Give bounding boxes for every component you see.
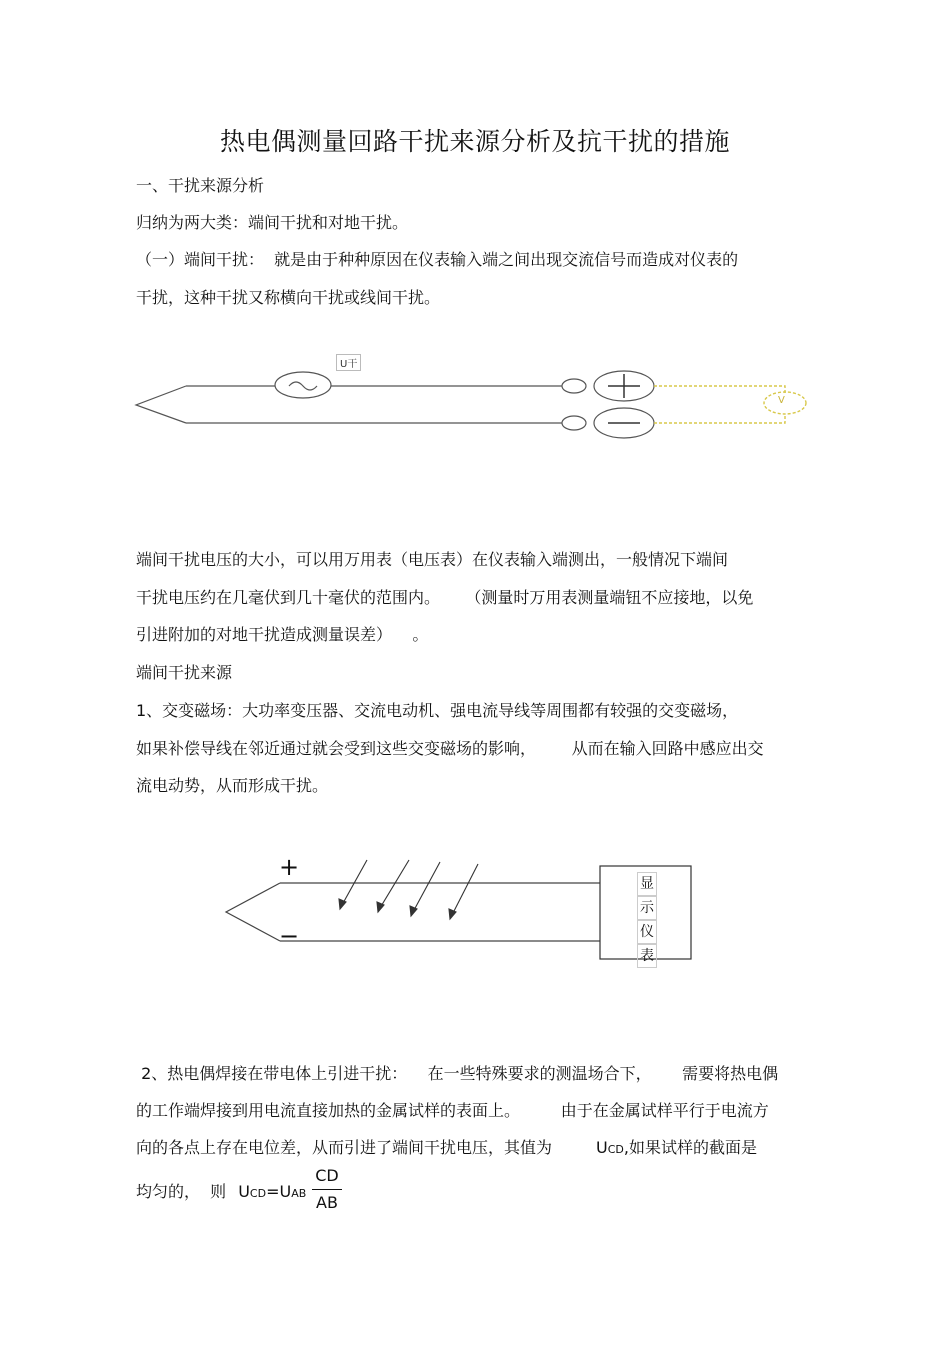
formula-prefix: 均匀的， 则 bbox=[136, 1182, 227, 1201]
paragraph-categories: 归纳为两大类：端间干扰和对地干扰。 bbox=[136, 213, 409, 232]
u-interference-label: U干 bbox=[336, 354, 361, 371]
fraction-numerator: CD bbox=[315, 1166, 339, 1185]
paragraph-measure-line2: 干扰电压约在几毫伏到几十毫伏的范围内。 （测量时万用表测量端钮不应接地，以免 bbox=[136, 588, 754, 607]
magnetic-field-arrows bbox=[339, 860, 478, 919]
paragraph-definition-line2: 干扰，这种干扰又称横向干扰或线间干扰。 bbox=[136, 288, 441, 307]
display-char-2: 示 bbox=[637, 896, 657, 920]
meter-lead-bottom bbox=[654, 414, 785, 423]
field-arrow-2-head bbox=[377, 902, 384, 912]
fraction-bar bbox=[312, 1189, 342, 1190]
item2-line3-text: 向的各点上存在电位差，从而引进了端间干扰电压，其值为 bbox=[136, 1138, 553, 1157]
fig2-minus-sign: − bbox=[279, 922, 300, 950]
ucd-subscript: CD bbox=[607, 1143, 624, 1156]
formula-u2-sub: AB bbox=[291, 1187, 307, 1200]
terminal-oval-bottom bbox=[562, 416, 586, 430]
item2-line3-tail: ,如果试样的截面是 bbox=[623, 1138, 757, 1157]
display-char-3: 仪 bbox=[637, 920, 657, 944]
voltmeter-circle bbox=[764, 392, 806, 414]
paragraph-definition-line1: （一）端间干扰： 就是由于种种原因在仪表输入端之间出现交流信号而造成对仪表的 bbox=[136, 250, 739, 269]
ucd-symbol: U bbox=[596, 1138, 608, 1157]
field-arrow-2 bbox=[380, 860, 409, 908]
field-arrow-1-head bbox=[339, 899, 346, 909]
page-title: 热电偶测量回路干扰来源分析及抗干扰的措施 bbox=[219, 127, 730, 156]
item1-line3: 流电动势，从而形成干扰。 bbox=[136, 776, 329, 795]
field-arrow-1 bbox=[342, 860, 367, 905]
section-heading: 一、干扰来源分析 bbox=[136, 176, 265, 195]
fig2-thermocouple-tip bbox=[226, 883, 280, 941]
subheading-sources: 端间干扰来源 bbox=[136, 663, 233, 682]
paragraph-measure-line3: 引进附加的对地干扰造成测量误差） 。 bbox=[136, 625, 429, 644]
display-char-1: 显 bbox=[637, 872, 657, 896]
paragraph-measure-line1: 端间干扰电压的大小，可以用万用表（电压表）在仪表输入端测出，一般情况下端间 bbox=[136, 550, 729, 569]
item1-line2: 如果补偿导线在邻近通过就会受到这些交变磁场的影响， 从而在输入回路中感应出交 bbox=[136, 739, 764, 758]
item2-line1: 2、热电偶焊接在带电体上引进干扰： 在一些特殊要求的测温场合下， 需要将热电偶 bbox=[136, 1064, 779, 1083]
formula-u1-sub: CD bbox=[249, 1187, 267, 1200]
field-arrow-3 bbox=[413, 862, 440, 912]
meter-lead-top bbox=[654, 386, 785, 393]
field-arrow-4 bbox=[452, 864, 478, 915]
field-arrow-3-head bbox=[410, 906, 417, 916]
formula-u1: U bbox=[238, 1182, 250, 1201]
fraction-denominator: AB bbox=[316, 1193, 338, 1212]
field-arrow-4-head bbox=[449, 909, 456, 919]
voltmeter-label: V bbox=[778, 395, 785, 406]
fig2-plus-sign: + bbox=[279, 853, 300, 881]
formula-equals: =U bbox=[266, 1182, 292, 1201]
formula-line bbox=[136, 1179, 306, 1202]
ac-wave-icon bbox=[289, 382, 317, 390]
plus-terminal bbox=[594, 371, 654, 401]
display-instrument-label bbox=[637, 872, 657, 968]
item2-line2: 的工作端焊接到用电流直接加热的金属试样的表面上。 由于在金属试样平行于电流方 bbox=[136, 1101, 769, 1120]
terminal-oval-top bbox=[562, 379, 586, 393]
thermocouple-tip bbox=[136, 386, 186, 423]
item2-line3 bbox=[136, 1135, 757, 1158]
display-char-4: 表 bbox=[637, 944, 657, 968]
ac-source-circle bbox=[275, 372, 331, 398]
minus-terminal bbox=[594, 408, 654, 438]
item1-line1: 1、交变磁场：大功率变压器、交流电动机、强电流导线等周围都有较强的交变磁场， bbox=[136, 701, 739, 720]
